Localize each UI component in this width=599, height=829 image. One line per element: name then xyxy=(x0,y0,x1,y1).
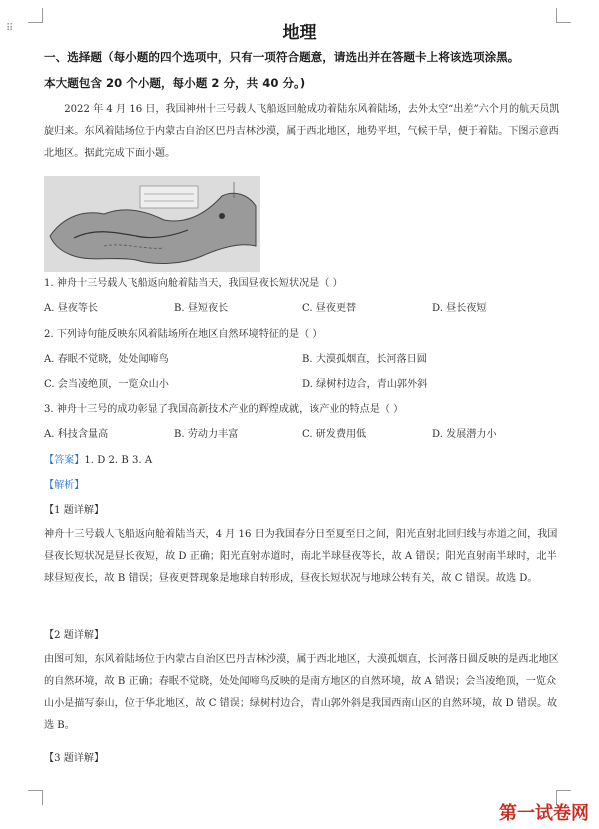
map-figure xyxy=(44,176,260,272)
site-watermark: 第一试卷网 xyxy=(499,803,589,824)
question-2-stem: 2. 下列诗句能反映东风着陆场所在地区自然环境特征的是（ ） xyxy=(44,329,323,340)
drag-handle-icon[interactable]: ⠿ xyxy=(6,23,15,34)
question-2-option-c: C. 会当凌绝顶，一览众山小 xyxy=(44,379,169,390)
answer-tag: 【答案】 xyxy=(44,455,85,466)
question-2-option-d: D. 绿树村边合，青山郭外斜 xyxy=(302,379,428,390)
page-title: 地理 xyxy=(282,23,317,43)
intro-paragraph: 2022 年 4 月 16 日，我国神州十三号载人飞船返回舱成功着陆东风着陆场，去外太空“出差”六个月的航天员凯旋归来。东风着陆场位于内蒙古自治区巴丹吉林沙漠，属于西北地区，地势平坦，气候干旱，便于着陆。下图示意西北地区。据此完成下面小题。 xyxy=(44,104,560,159)
map-figure-icon xyxy=(44,176,260,272)
analysis-tag: 【解析】 xyxy=(44,480,85,491)
question-3-option-b: B. 劳动力丰富 xyxy=(174,429,239,440)
question-3-option-a: A. 科技含量高 xyxy=(44,429,109,440)
question-1-option-a: A. 昼夜等长 xyxy=(44,303,99,314)
question-3-option-d: D. 发展潜力小 xyxy=(432,429,497,440)
q2-detail-tag: 【2 题详解】 xyxy=(44,630,105,641)
section-heading-line2: 本大题包含 20 个小题，每小题 2 分，共 40 分。) xyxy=(44,76,306,90)
question-1-option-d: D. 昼长夜短 xyxy=(432,303,487,314)
question-2-option-b: B. 大漠孤烟直，长河落日圆 xyxy=(302,354,427,365)
question-1-option-b: B. 昼短夜长 xyxy=(174,303,229,314)
q1-detail-text: 神舟十三号载人飞船返向舱着陆当天，4 月 16 日为我国春分日至夏至日之间，阳光直射北回归线与赤道之间，我国昼夜长短状况是昼长夜短，故 D 正确；阳光直射赤道时，南北半球昼夜等长，故 A 错误；阳光直射南半球时，北半球昼短夜长，故 B 错误；昼夜更替现象是地球自转形成，昼夜长短状况与地球公转有关，故 C 错误。故选 D。 xyxy=(44,529,558,584)
crop-mark-bottom-left xyxy=(28,790,43,805)
q1-detail-tag: 【1 题详解】 xyxy=(44,505,105,516)
q3-detail-tag: 【3 题详解】 xyxy=(44,753,105,764)
question-2-option-a: A. 春眠不觉晓，处处闻啼鸟 xyxy=(44,354,169,365)
question-3-option-c: C. 研发费用低 xyxy=(302,429,367,440)
section-heading-line1: 一、选择题（每小题的四个选项中，只有一项符合题意，请选出并在答题卡上将该选项涂黑。 xyxy=(44,50,520,64)
answer-values: 1. D 2. B 3. A xyxy=(84,455,153,466)
question-1-option-c: C. 昼夜更替 xyxy=(302,303,357,314)
question-1-stem: 1. 神舟十三号载人飞船返向舱着陆当天，我国昼夜长短状况是（ ） xyxy=(44,278,343,289)
question-3-stem: 3. 神舟十三号的成功彰显了我国高新技术产业的辉煌成就，该产业的特点是（ ） xyxy=(44,404,404,415)
q2-detail-text: 由图可知，东风着陆场位于内蒙古自治区巴丹吉林沙漠，属于西北地区，大漠孤烟直，长河落日圆反映的是西北地区的自然环境，故 B 正确；春眠不觉晓，处处闻啼鸟反映的是南方地区的自然环境，故 A 错误；会当凌绝顶，一览众山小是描写泰山，位于华北地区，故 C 错误；绿树村边合，青山郭外斜是我国西南山区的自然环境，故 D 错误。故选 B。 xyxy=(44,654,559,731)
answer-line xyxy=(44,454,152,468)
